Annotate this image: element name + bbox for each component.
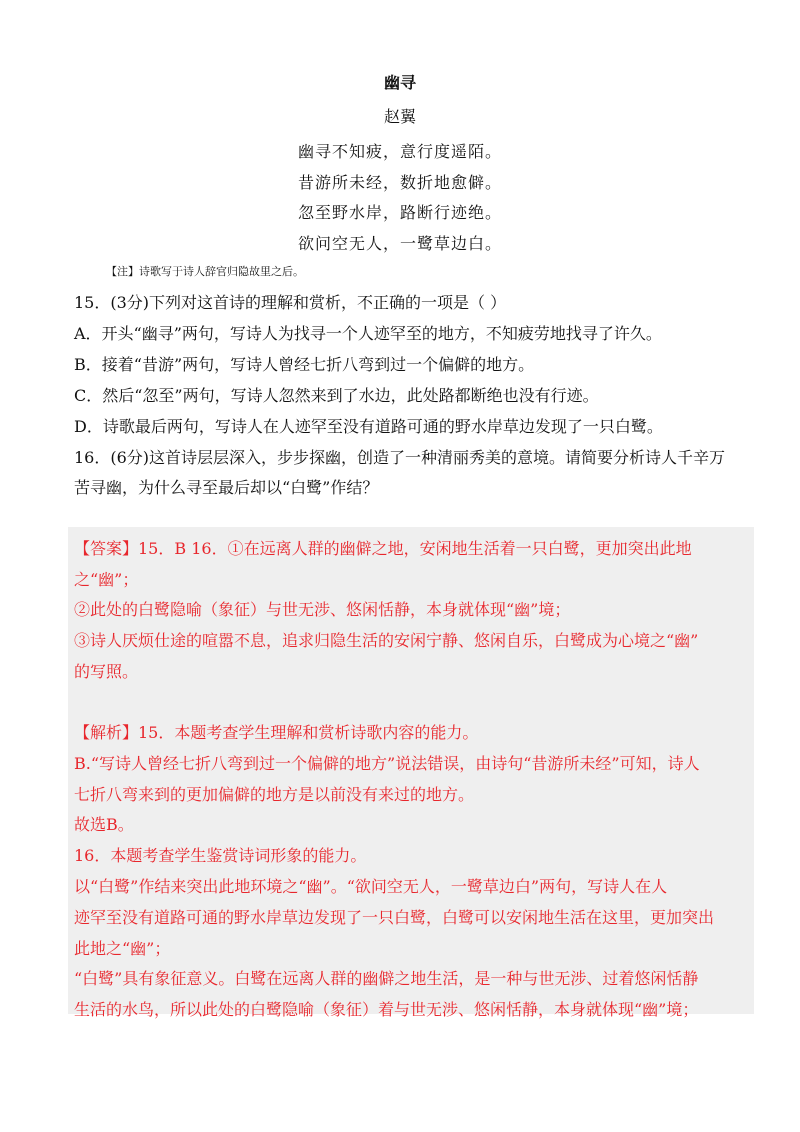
analysis-line: 生活的水鸟，所以此处的白鹭隐喻（象征）着与世无涉、悠闲恬静，本身就体现“幽”境； xyxy=(74,1000,699,1019)
question-15-stem: 15．(3分)下列对这首诗的理解和赏析，不正确的一项是（ ） xyxy=(74,293,507,312)
poem-author: 赵翼 xyxy=(383,107,416,126)
option-a: A．开头“幽寻”两句，写诗人为找寻一个人迹罕至的地方，不知疲劳地找寻了许久。 xyxy=(74,324,662,343)
analysis-line: B.“写诗人曾经七折八弯到过一个偏僻的地方”说法错误，由诗句“昔游所未经”可知，诗人 xyxy=(74,754,700,773)
poem-note: 【注】诗歌写于诗人辞官归隐故里之后。 xyxy=(106,265,304,278)
analysis-line: 以“白鹭”作结来突出此地环境之“幽”。“欲问空无人，一鹭草边白”两句，写诗人在人 xyxy=(74,877,668,896)
analysis-line: 此地之“幽”； xyxy=(74,939,171,958)
option-c: C．然后“忽至”两句，写诗人忽然来到了水边，此处路都断绝也没有行迹。 xyxy=(74,386,599,405)
poem-line: 昔游所未经，数折地愈僻。 xyxy=(297,173,502,192)
poem-line: 忽至野水岸，路断行迹绝。 xyxy=(297,203,502,222)
analysis-line: 迹罕至没有道路可通的野水岸草边发现了一只白鹭，白鹭可以安闲地生活在这里，更加突出 xyxy=(74,908,715,927)
analysis-line: 【解析】15．本题考查学生理解和赏析诗歌内容的能力。 xyxy=(74,723,479,742)
question-16-stem: 16．(6分)这首诗层层深入，步步探幽，创造了一种清丽秀美的意境。请简要分析诗人千辛万 xyxy=(74,448,726,467)
answer-line: ③诗人厌烦仕途的喧嚣不息，追求归隐生活的安闲宁静、悠闲自乐，白鹭成为心境之“幽” xyxy=(74,631,699,650)
option-d: D．诗歌最后两句，写诗人在人迹罕至没有道路可通的野水岸草边发现了一只白鹭。 xyxy=(74,417,663,436)
analysis-line: 七折八弯来到的更加偏僻的地方是以前没有来过的地方。 xyxy=(74,785,475,804)
analysis-line: 16．本题考查学生鉴赏诗词形象的能力。 xyxy=(74,846,367,865)
poem-title: 幽寻 xyxy=(383,73,416,92)
analysis-line: “白鹭”具有象征意义。白鹭在远离人群的幽僻之地生活，是一种与世无涉、过着悠闲恬静 xyxy=(74,969,699,988)
question-16-stem-cont: 苦寻幽，为什么寻至最后却以“白鹭”作结？ xyxy=(74,478,379,497)
answer-line: 的写照。 xyxy=(74,662,139,681)
poem-line: 欲问空无人，一鹭草边白。 xyxy=(297,234,502,253)
answer-line: 【答案】15．B 16．①在远离人群的幽僻之地，安闲地生活着一只白鹭，更加突出此地 xyxy=(74,539,692,558)
option-b: B．接着“昔游”两句，写诗人曾经七折八弯到过一个偏僻的地方。 xyxy=(74,355,535,374)
poem-line: 幽寻不知疲，意行度遥陌。 xyxy=(297,142,502,161)
analysis-line: 故选B。 xyxy=(74,815,134,834)
answer-line: ②此处的白鹭隐喻（象征）与世无涉、悠闲恬静，本身就体现“幽”境； xyxy=(74,600,571,619)
answer-line: 之“幽”； xyxy=(74,570,139,589)
